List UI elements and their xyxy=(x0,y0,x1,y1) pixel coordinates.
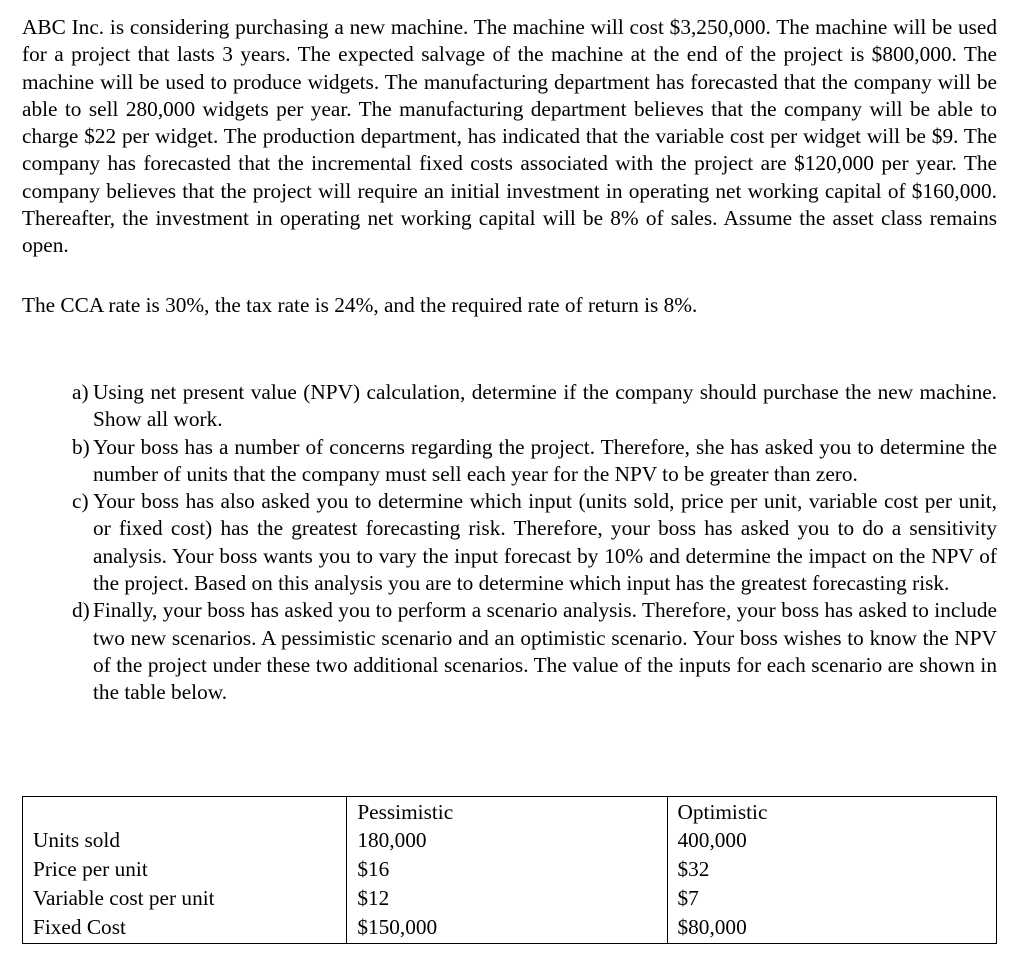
question-a xyxy=(72,379,997,434)
question-c xyxy=(72,488,997,597)
table-cell: $12 xyxy=(347,885,667,914)
table-row xyxy=(23,856,997,885)
table-cell: $150,000 xyxy=(347,914,667,944)
table-row xyxy=(23,914,997,944)
question-b xyxy=(72,434,997,489)
table-cell: 180,000 xyxy=(347,827,667,856)
table-cell: Price per unit xyxy=(23,856,347,885)
rates-paragraph: The CCA rate is 30%, the tax rate is 24%, and the required rate of return is 8%. xyxy=(22,292,698,317)
question-label: d) xyxy=(72,598,90,623)
table-header-cell: Optimistic xyxy=(667,797,997,828)
question-list xyxy=(72,379,997,707)
table-header-row xyxy=(23,797,997,828)
table-header-cell xyxy=(23,797,347,828)
table-header-cell: Pessimistic xyxy=(347,797,667,828)
question-label: b) xyxy=(72,434,90,459)
question-label: c) xyxy=(72,489,89,514)
table-cell: Fixed Cost xyxy=(23,914,347,944)
question-label: a) xyxy=(72,380,89,404)
table-cell: $32 xyxy=(667,856,997,885)
question-text: Finally, your boss has asked you to perform a scenario analysis. Therefore, your boss has asked to include two new scenarios. A pessimistic scenario and an optimistic scenario. Your boss wishes to know the NPV of the project under these two additional scenarios. The value of the inputs for each scenario are shown in the table below. xyxy=(93,598,997,705)
table-cell: Variable cost per unit xyxy=(23,885,347,914)
table-row xyxy=(23,827,997,856)
question-d xyxy=(72,597,997,706)
table-cell: $16 xyxy=(347,856,667,885)
scenario-table xyxy=(22,796,997,944)
question-text: Your boss has also asked you to determine which input (units sold, price per unit, variable cost per unit, or fixed cost) has the greatest forecasting risk. Therefore, your boss has asked you to do a sensitivity analysis. Your boss wants you to vary the input forecast by 10% and determine the impact on the NPV of the project. Based on this analysis you are to determine which input has the greatest forecasting risk. xyxy=(93,489,997,596)
question-text: Using net present value (NPV) calculation, determine if the company should purchase the new machine. Show all work. xyxy=(93,380,997,432)
intro-paragraph: ABC Inc. is considering purchasing a new machine. The machine will cost $3,250,000. The machine will be used for a project that lasts 3 years. The expected salvage of the machine at the end of the project is $800,000. The machine will be used to produce widgets. The manufacturing department has forecasted that the company will be able to sell 280,000 widgets per year. The manufacturing department believes that the company will be able to charge $22 per widget. The production department, has indicated that the variable cost per widget will be $9. The company has forecasted that the incremental fixed costs associated with the project are $120,000 per year. The company believes that the project will require an initial investment in operating net working capital of $160,000. Thereafter, the investment in operating net working capital will be 8% of sales. Assume the asset class remains open. xyxy=(22,15,997,258)
table-cell: $80,000 xyxy=(667,914,997,944)
document-page xyxy=(22,14,997,939)
table-cell: Units sold xyxy=(23,827,347,856)
table-cell: 400,000 xyxy=(667,827,997,856)
table-row xyxy=(23,885,997,914)
question-text: Your boss has a number of concerns regarding the project. Therefore, she has asked you to determine the number of units that the company must sell each year for the NPV to be greater than zero. xyxy=(93,434,997,486)
table-cell: $7 xyxy=(667,885,997,914)
